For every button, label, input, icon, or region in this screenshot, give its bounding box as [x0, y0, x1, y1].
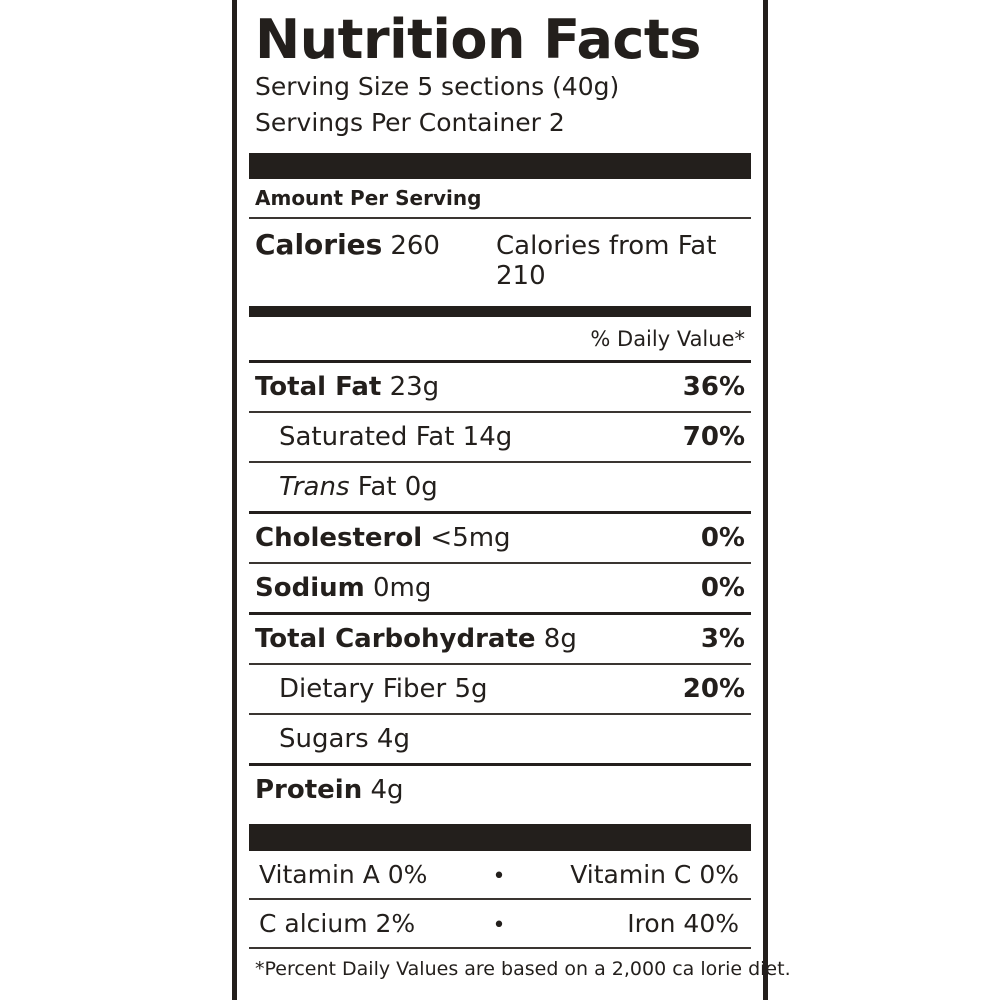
nutrient-pct-saturated-fat: 70% [682, 422, 745, 453]
servings-per-container-text: Servings Per Container 2 [255, 107, 565, 137]
nutrient-row-cholesterol [249, 514, 751, 562]
daily-value-header: % Daily Value* [590, 327, 745, 352]
nutrient-pct-cholesterol: 0% [700, 523, 745, 554]
vitamin-a-value: Vitamin A 0% [259, 860, 428, 890]
vitamin-separator-dot-1: • [492, 864, 506, 890]
nutrient-name-protein: Protein [255, 775, 363, 806]
vitamin-row-2 [249, 900, 751, 947]
calcium-value: C alcium 2% [259, 909, 416, 939]
vitamin-separator-dot-2: • [492, 913, 506, 939]
nutrient-name-total-carbohydrate: Total Carbohydrate [255, 624, 536, 655]
nutrient-pct-total-carbohydrate: 3% [700, 624, 745, 655]
nutrient-name-dietary-fiber: Dietary Fiber [279, 674, 447, 705]
nutrient-row-protein [249, 766, 751, 814]
nutrient-amount-saturated-fat: 14g [462, 422, 513, 453]
nutrient-name-total-fat: Total Fat [255, 372, 382, 403]
amount-per-serving-label: Amount Per Serving [255, 186, 482, 211]
nutrient-amount-sugars: 4g [376, 724, 410, 755]
nutrient-row-saturated-fat [249, 413, 751, 461]
nutrient-name-trans-fat: Fat [349, 472, 397, 503]
nutrient-amount-sodium: 0mg [372, 573, 432, 604]
vitamin-row-1 [249, 851, 751, 898]
nutrient-row-dietary-fiber [249, 665, 751, 713]
divider-thick-top [249, 153, 751, 179]
iron-value: Iron 40% [627, 909, 739, 939]
nutrient-name-sodium: Sodium [255, 573, 365, 604]
nutrition-facts-label [232, 0, 791, 1000]
calories-value: 260 [390, 231, 440, 262]
nutrient-amount-protein: 4g [370, 775, 404, 806]
label-inner [237, 0, 791, 1000]
daily-value-footnote: *Percent Daily Values are based on a 2,000 ca lorie diet. [255, 958, 791, 981]
serving-size-text: Serving Size 5 sections (40g) [255, 71, 620, 101]
divider-thick-bottom [249, 824, 751, 851]
nutrient-name-trans: Trans [279, 472, 350, 503]
nutrient-pct-sodium: 0% [700, 573, 745, 604]
nutrient-pct-total-fat: 36% [682, 372, 745, 403]
divider-medium-1 [249, 306, 751, 317]
nutrient-pct-dietary-fiber: 20% [682, 674, 745, 705]
page-title: Nutrition Facts [255, 8, 701, 71]
nutrient-name-cholesterol: Cholesterol [255, 523, 423, 554]
calories-from-fat: Calories from Fat 210 [495, 231, 717, 292]
vitamin-c-value: Vitamin C 0% [570, 860, 739, 890]
calories-label: Calories [255, 228, 383, 262]
nutrient-amount-cholesterol: <5mg [430, 523, 511, 554]
nutrient-row-total-fat [249, 363, 751, 411]
nutrient-row-sodium [249, 564, 751, 612]
calories-row [249, 219, 751, 300]
nutrient-name-saturated-fat: Saturated Fat [279, 422, 455, 453]
nutrient-amount-total-carbohydrate: 8g [543, 624, 577, 655]
nutrient-amount-total-fat: 23g [389, 372, 440, 403]
nutrient-name-sugars: Sugars [279, 724, 369, 755]
nutrient-amount-trans-fat: 0g [404, 472, 438, 503]
nutrient-amount-dietary-fiber: 5g [454, 674, 488, 705]
nutrient-row-trans-fat [249, 463, 751, 511]
nutrient-row-total-carbohydrate [249, 615, 751, 663]
nutrient-row-sugars [249, 715, 751, 763]
